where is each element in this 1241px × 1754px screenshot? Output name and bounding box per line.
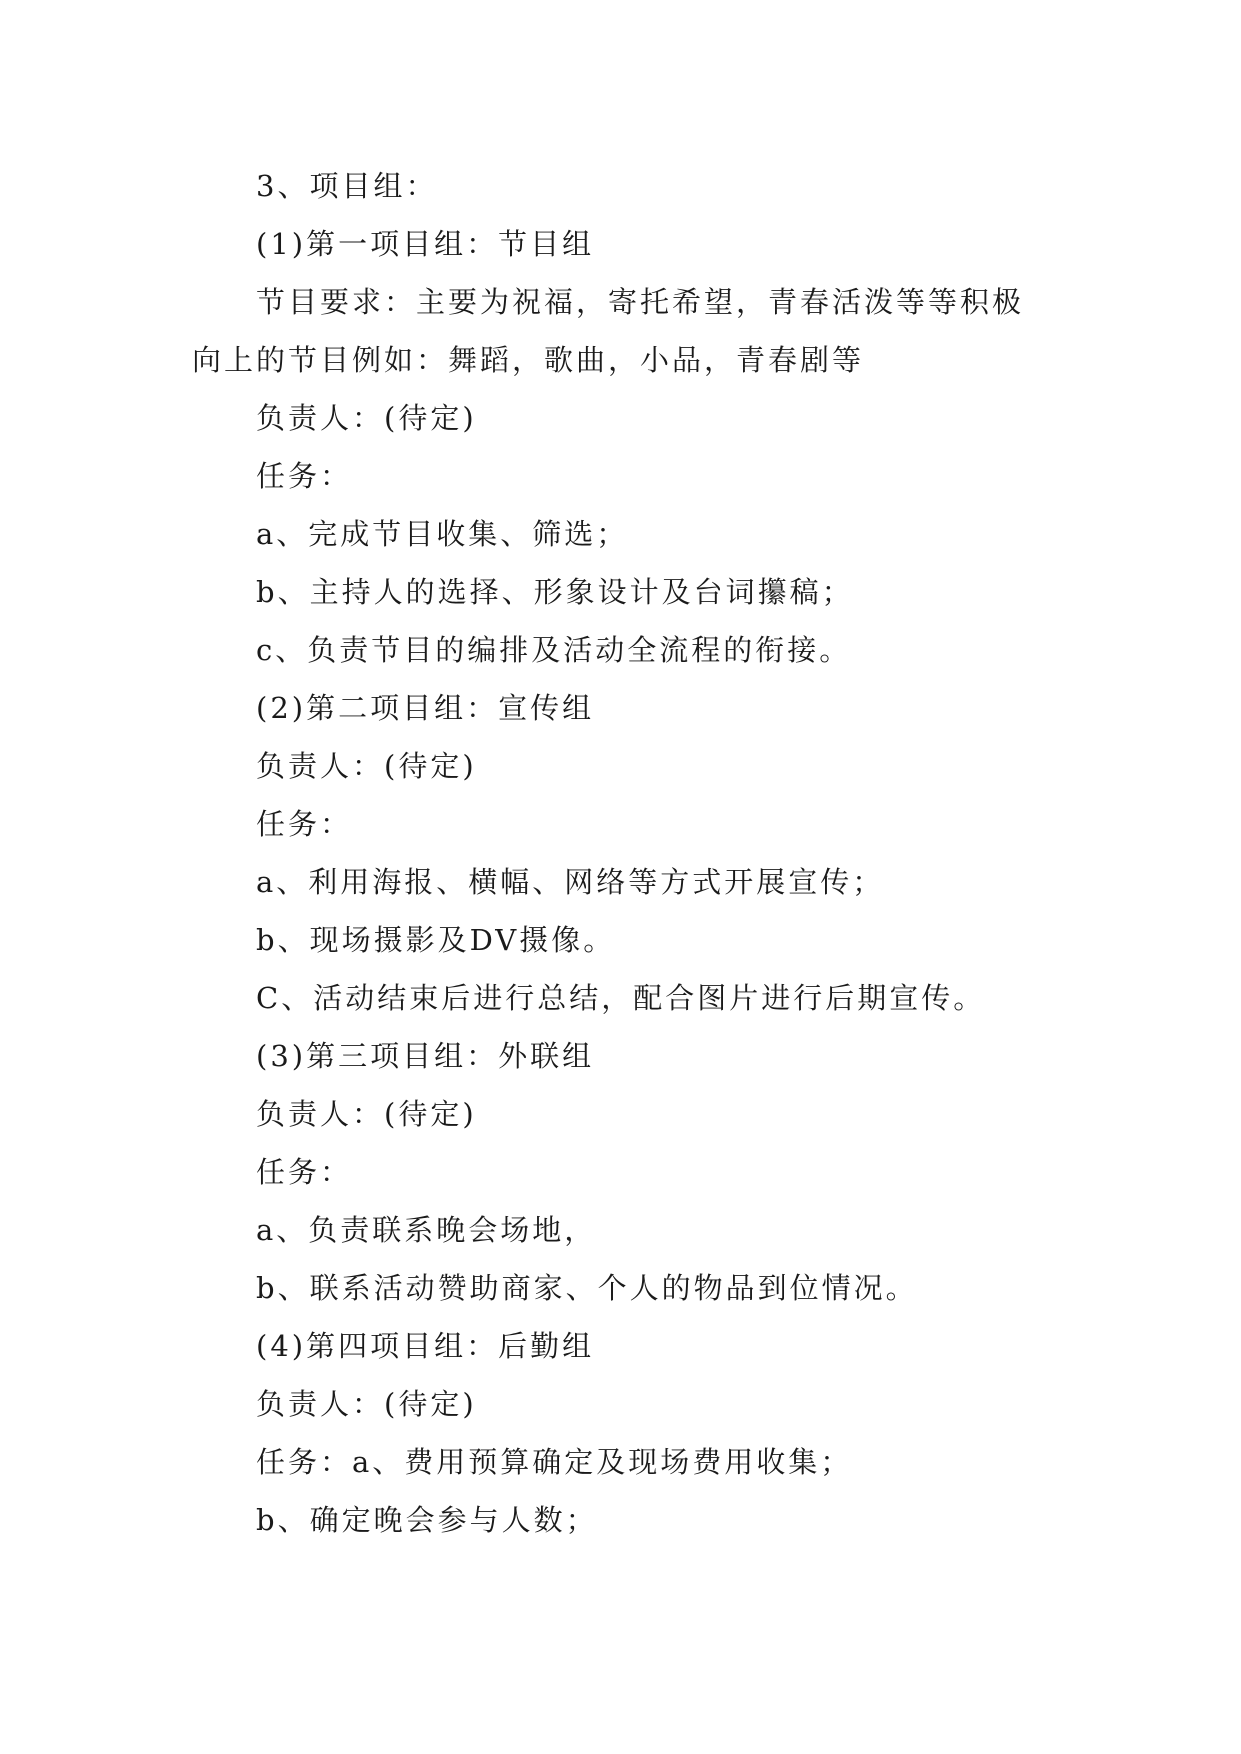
paragraph-line: 任务： — [256, 459, 353, 493]
list-item: C、活动结束后进行总结，配合图片进行后期宣传。 — [256, 981, 986, 1015]
paragraph-line: 向上的节目例如：舞蹈，歌曲，小品，青春剧等 — [192, 343, 865, 377]
list-item: a、完成节目收集、筛选； — [256, 517, 629, 551]
paragraph-line: 节目要求：主要为祝福，寄托希望，青春活泼等等积极 — [256, 285, 1025, 319]
paragraph-line: 负责人：(待定) — [256, 401, 477, 435]
paragraph-line: 负责人：(待定) — [256, 749, 477, 783]
group-heading: (1)第一项目组：节目组 — [256, 227, 595, 261]
list-item: c、负责节目的编排及活动全流程的衔接。 — [256, 633, 852, 667]
paragraph-line: 负责人：(待定) — [256, 1097, 477, 1131]
group-heading: (3)第三项目组：外联组 — [256, 1039, 595, 1073]
list-item: 任务：a、费用预算确定及现场费用收集； — [256, 1445, 853, 1479]
list-item: a、负责联系晚会场地， — [256, 1213, 597, 1247]
group-heading: (2)第二项目组：宣传组 — [256, 691, 595, 725]
list-item: a、利用海报、横幅、网络等方式开展宣传； — [256, 865, 885, 899]
paragraph-line: 负责人：(待定) — [256, 1387, 477, 1421]
list-item: b、确定晚会参与人数； — [256, 1503, 598, 1537]
list-item: b、现场摄影及DV摄像。 — [256, 923, 616, 957]
list-item: b、主持人的选择、形象设计及台词攥稿； — [256, 575, 854, 609]
section-heading: 3、项目组： — [256, 169, 438, 203]
paragraph-line: 任务： — [256, 1155, 353, 1189]
group-heading: (4)第四项目组：后勤组 — [256, 1329, 595, 1363]
list-item: b、联系活动赞助商家、个人的物品到位情况。 — [256, 1271, 918, 1305]
paragraph-line: 任务： — [256, 807, 353, 841]
